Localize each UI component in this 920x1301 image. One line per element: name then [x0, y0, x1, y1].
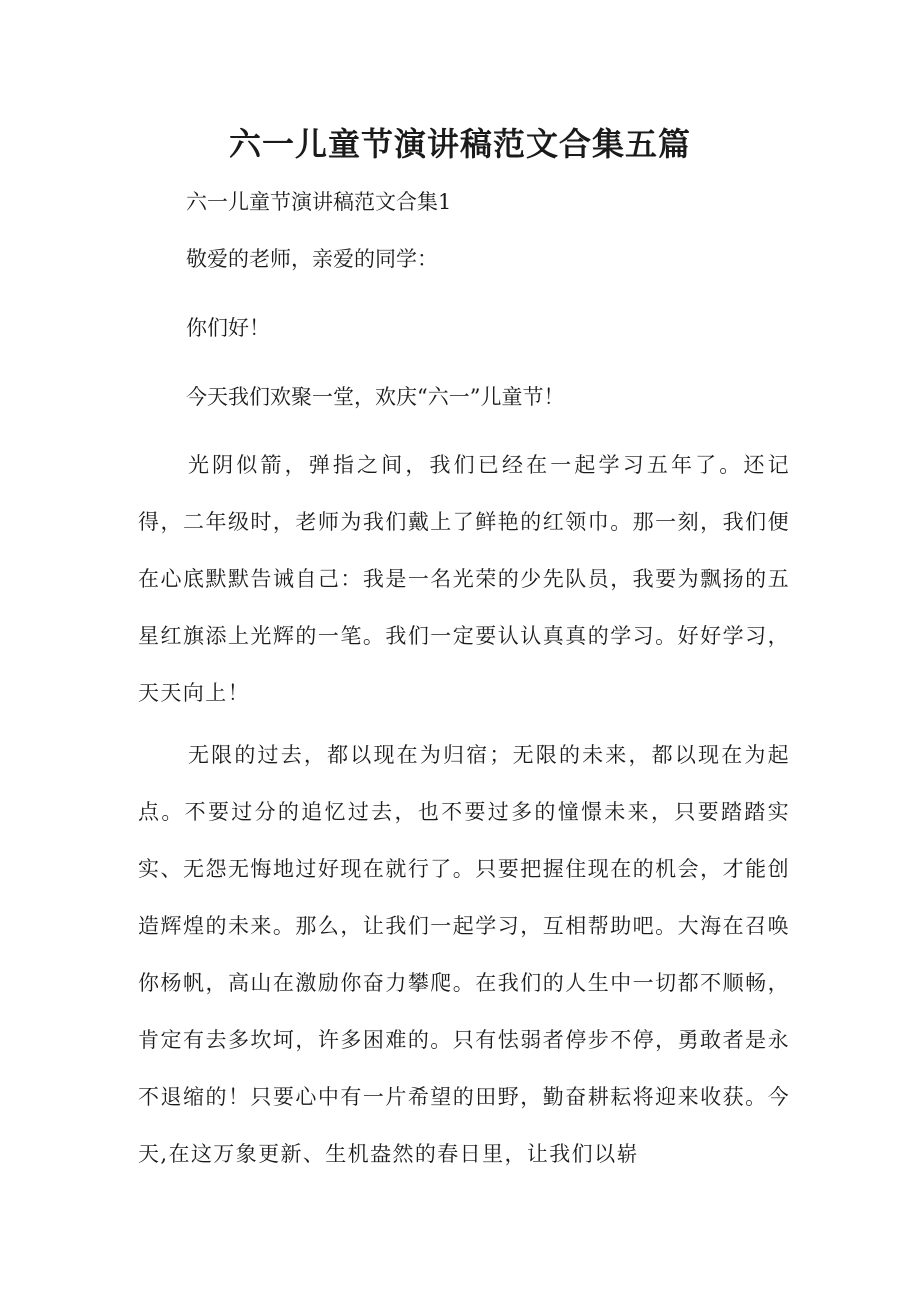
body-paragraph-2: 无限的过去，都以现在为归宿；无限的未来，都以现在为起点。不要过分的追忆过去，也不要过多的憧憬未来，只要踏踏实实、无怨无悔地过好现在就行了。只要把握住现在的机会，才能创造辉煌的未来。那么，让我们一起学习，互相帮助吧。大海在召唤你杨帆，高山在激励你奋力攀爬。在我们的人生中一切都不顺畅，肯定有去多坎坷，许多困难的。只有怯弱者停步不停，勇敢者是永不退缩的！只要心中有一片希望的田野，勤奋耕耘将迎来收获。今天,在这万象更新、生机盎然的春日里，让我们以崭 — [138, 743, 790, 1166]
body-paragraph-1: 光阴似箭，弹指之间，我们已经在一起学习五年了。还记得，二年级时，老师为我们戴上了鲜艳的红领巾。那一刻，我们便在心底默默告诫自己：我是一名光荣的少先队员，我要为飘扬的五星红旗添上光辉的一笔。我们一定要认认真真的学习。好好学习，天天向上！ — [138, 453, 790, 705]
document-title: 六一儿童节演讲稿范文合集五篇 — [228, 125, 691, 163]
salutation: 敬爱的老师，亲爱的同学： — [186, 247, 438, 271]
greeting: 你们好！ — [186, 316, 270, 340]
section-heading: 六一儿童节演讲稿范文合集1 — [186, 190, 452, 214]
opening-line: 今天我们欢聚一堂，欢庆“六一”儿童节！ — [186, 385, 565, 409]
